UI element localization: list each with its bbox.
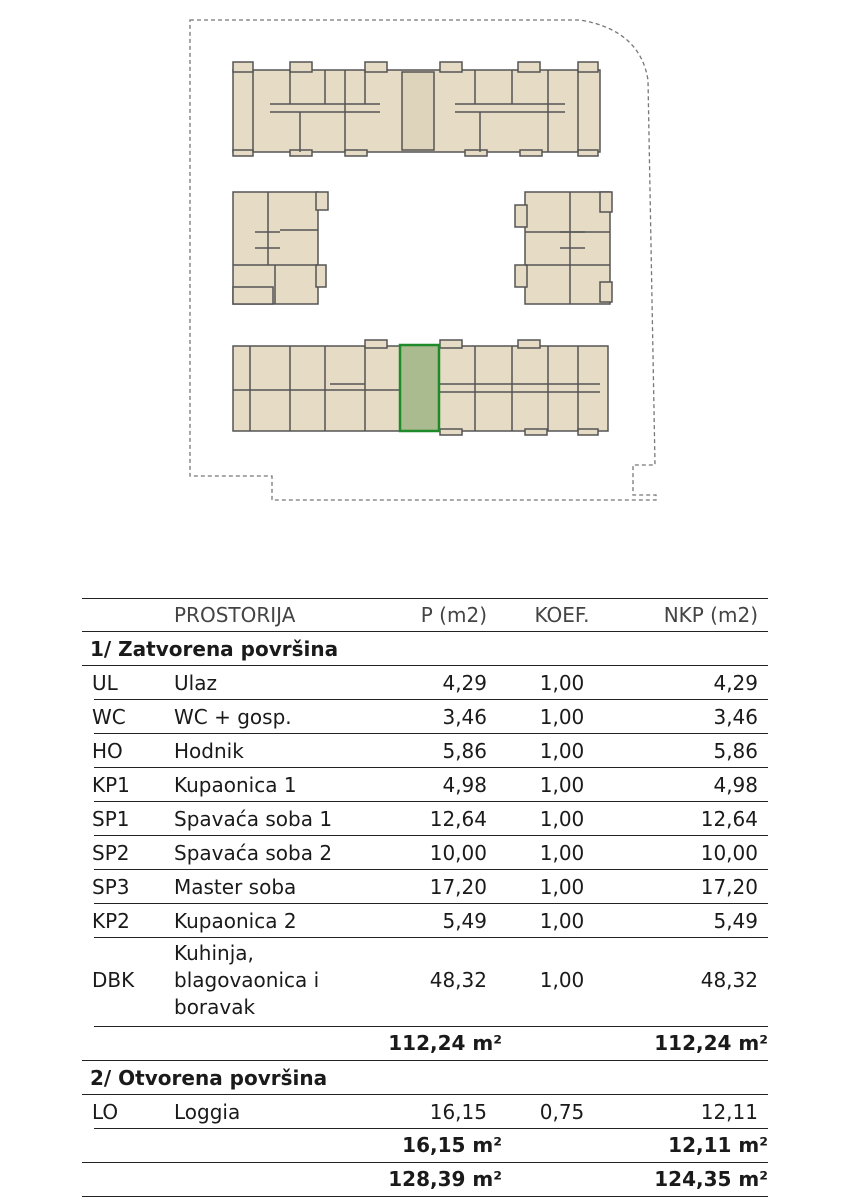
table-row	[94, 904, 768, 938]
table-row	[94, 768, 768, 802]
row-code: UL	[92, 671, 118, 695]
row-code: SP3	[92, 875, 130, 899]
header-p: P (m2)	[420, 603, 487, 627]
row-p: 5,86	[442, 739, 487, 763]
row-nkp: 5,86	[713, 739, 758, 763]
row-name: Kuhinja, blagovaonica i boravak	[174, 941, 320, 1019]
row-koef: 1,00	[539, 968, 585, 992]
row-koef: 1,00	[539, 841, 585, 865]
row-p: 3,46	[442, 705, 487, 729]
table-row	[94, 802, 768, 836]
row-koef: 1,00	[539, 909, 585, 933]
building-top	[233, 62, 600, 156]
row-code: HO	[92, 739, 123, 763]
section-title: 2/ Otvorena površina	[90, 1066, 328, 1090]
table-row	[94, 1095, 768, 1129]
section-closed-title	[82, 632, 768, 666]
row-p: 4,29	[442, 671, 487, 695]
row-nkp: 4,98	[713, 773, 758, 797]
row-name: Loggia	[174, 1100, 241, 1124]
row-name: WC + gosp.	[174, 705, 292, 729]
row-p: 12,64	[429, 807, 487, 831]
table-row	[94, 836, 768, 870]
row-name: Spavaća soba 2	[174, 841, 333, 865]
total-p: 16,15 m²	[402, 1133, 502, 1157]
row-nkp: 10,00	[700, 841, 758, 865]
row-koef: 1,00	[539, 705, 585, 729]
building-left	[233, 192, 328, 304]
row-code: SP1	[92, 807, 130, 831]
row-code: KP1	[92, 773, 130, 797]
site-plan	[0, 0, 852, 520]
row-code: SP2	[92, 841, 130, 865]
row-p: 17,20	[429, 875, 487, 899]
total-p: 112,24 m²	[388, 1031, 502, 1055]
area-table	[82, 598, 768, 1197]
grand-total-p: 128,39 m²	[388, 1167, 502, 1191]
header-room: PROSTORIJA	[174, 603, 296, 627]
row-p: 4,98	[442, 773, 487, 797]
row-p: 5,49	[442, 909, 487, 933]
row-nkp: 48,32	[700, 968, 758, 992]
row-nkp: 12,11	[700, 1100, 758, 1124]
row-name: Spavaća soba 1	[174, 807, 333, 831]
row-name: Master soba	[174, 875, 297, 899]
row-nkp: 3,46	[713, 705, 758, 729]
row-code: KP2	[92, 909, 130, 933]
table-header	[82, 598, 768, 632]
row-name: Kupaonica 1	[174, 773, 297, 797]
section-open-total	[82, 1129, 768, 1163]
row-nkp: 5,49	[713, 909, 758, 933]
grand-total-nkp: 124,35 m²	[654, 1167, 768, 1191]
row-koef: 1,00	[539, 807, 585, 831]
row-nkp: 12,64	[700, 807, 758, 831]
selected-apartment	[400, 345, 439, 431]
row-koef: 1,00	[539, 875, 585, 899]
section-closed-total	[82, 1027, 768, 1061]
header-koef: KOEF.	[534, 603, 590, 627]
table-row	[94, 938, 768, 1027]
header-nkp: NKP (m2)	[663, 603, 758, 627]
row-code: DBK	[92, 968, 135, 992]
section-title: 1/ Zatvorena površina	[90, 637, 339, 661]
row-nkp: 4,29	[713, 671, 758, 695]
row-p: 10,00	[429, 841, 487, 865]
row-koef: 1,00	[539, 773, 585, 797]
row-koef: 0,75	[539, 1100, 585, 1124]
table-row	[94, 734, 768, 768]
row-koef: 1,00	[539, 671, 585, 695]
total-nkp: 112,24 m²	[654, 1031, 768, 1055]
table-row	[94, 870, 768, 904]
table-row	[94, 700, 768, 734]
row-p: 48,32	[429, 968, 487, 992]
table-row	[94, 666, 768, 700]
row-code: WC	[92, 705, 126, 729]
section-open-title	[82, 1061, 768, 1095]
row-code: LO	[92, 1100, 119, 1124]
row-name: Kupaonica 2	[174, 909, 297, 933]
total-nkp: 12,11 m²	[668, 1133, 768, 1157]
row-nkp: 17,20	[700, 875, 758, 899]
building-right	[515, 192, 612, 304]
row-name: Hodnik	[174, 739, 244, 763]
grand-total	[82, 1163, 768, 1197]
row-koef: 1,00	[539, 739, 585, 763]
row-p: 16,15	[429, 1100, 487, 1124]
row-name: Ulaz	[174, 671, 217, 695]
